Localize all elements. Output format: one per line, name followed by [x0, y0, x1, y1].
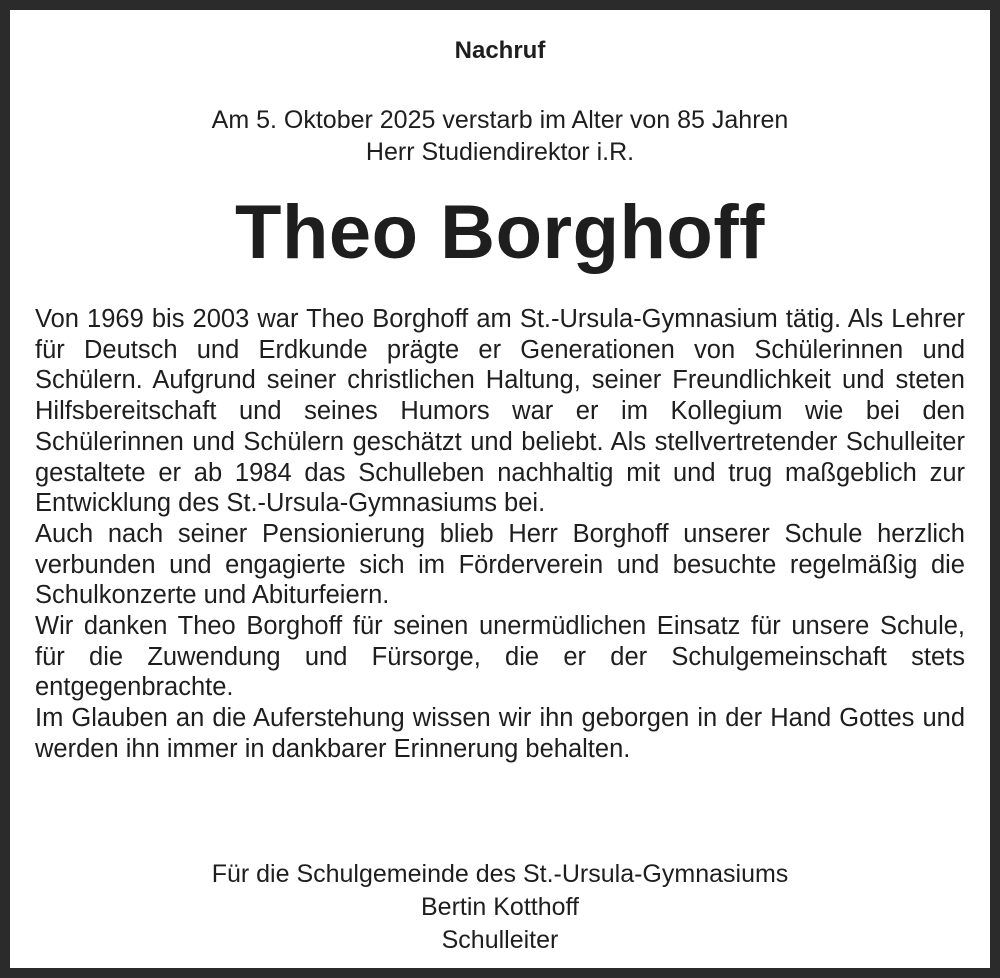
deceased-name: Theo Borghoff — [235, 190, 765, 275]
signature-role: Schulleiter — [441, 926, 559, 954]
paragraph-career: Von 1969 bis 2003 war Theo Borghoff am St.-Ursula-Gymnasium tätig. Als Lehrer für Deutsch und Erdkunde prägte er Generationen von Schülerinnen und Schülern. Aufgrund seiner christlichen Haltung, seiner Freundlichkeit und steten Hilfsbereitschaft und seines Humors war er im Kollegium wie bei den Schülerinnen und Schülern geschätzt und beliebt. Als stellvertretender Schulleiter gestaltete er ab 1984 das Schulleben nachhaltig mit und trug maßgeblich zur Entwicklung des St.-Ursula-Gymnasiums bei. — [35, 305, 965, 518]
signature-name: Bertin Kotthoff — [421, 893, 579, 921]
paragraph-faith: Im Glauben an die Auferstehung wissen wir ihn geborgen in der Hand Gottes und werden ihn immer in dankbarer Erinnerung behalten. — [35, 704, 965, 763]
paragraph-thanks: Wir danken Theo Borghoff für seinen unermüdlichen Einsatz für unsere Schule, für die Zuwendung und Fürsorge, die er der Schulgemeinschaft stets entgegenbrachte. — [35, 612, 965, 702]
intro-title-line: Herr Studiendirektor i.R. — [365, 138, 635, 166]
paragraph-retirement: Auch nach seiner Pensionierung blieb Herr Borghoff unserer Schule herzlich verbunden und engagierte sich im Förderverein und besuchte regelmäßig die Schulkonzerte und Abiturfeiern. — [35, 519, 965, 610]
obituary-body — [35, 304, 965, 765]
intro-block — [10, 104, 990, 168]
intro-death-line: Am 5. Oktober 2025 verstarb im Alter von 85 Jahren — [211, 106, 789, 134]
notice-heading: Nachruf — [454, 37, 546, 64]
signature-block — [10, 858, 990, 957]
signature-organization: Für die Schulgemeinde des St.-Ursula-Gymnasiums — [211, 860, 789, 888]
